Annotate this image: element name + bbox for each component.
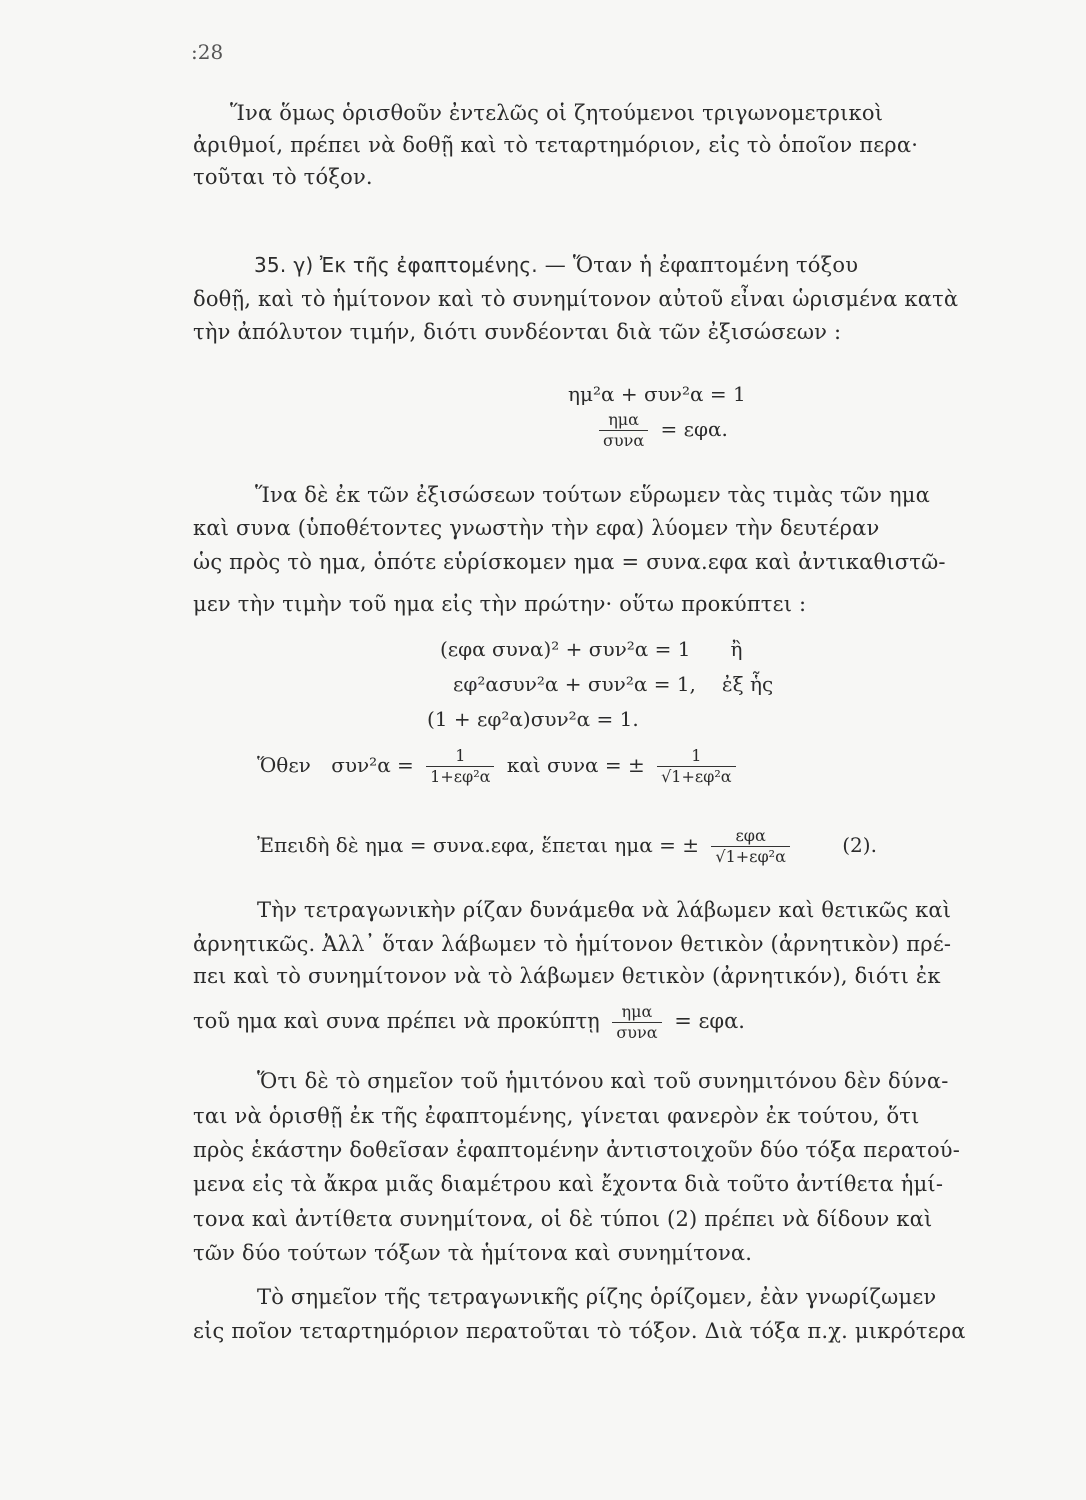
page-number: :28 — [191, 40, 224, 64]
para2-line-2: καὶ συνα (ὑποθέτοντες γνωστὴν τὴν εφα) λύομεν τὴν δευτέραν — [193, 516, 880, 540]
equation-2: $\frac{\text{ημα}}{\text{συνα}}$ = εφα. — [593, 410, 728, 451]
epeidi-equation: Ἐπειδὴ δὲ ημα = συνα.εφα, ἕπεται ημα = ± $\frac{\text{εφα}}{\text{√1+εφ²α}}$ (2). — [257, 826, 877, 866]
othen-equation: Ὅθεν συν²α = $\frac{1}{\text{1+εφ²α}}$ καὶ συνα = ± $\frac{1}{\text{√1+εφ²α}}$ — [257, 746, 742, 787]
para1-line-3: τοῦται τὸ τόξον. — [193, 165, 373, 189]
para5-line-1: Τὸ σημεῖον τῆς τετραγωνικῆς ρίζης ὁρίζομεν, ἐὰν γνωρίζωμεν — [257, 1285, 937, 1309]
section-heading — [254, 253, 858, 277]
section-text: — Ὅταν ἡ ἐφαπτομένη τόξου — [544, 253, 859, 277]
equation-1: ημ²α + συν²α = 1 — [568, 382, 746, 406]
para4-line-2: ται νὰ ὁρισθῇ ἐκ τῆς ἐφαπτομένης, γίνεται φανερὸν ἐκ τούτου, ὅτι — [193, 1104, 920, 1128]
derivation-eq-2: εφ²ασυν²α + συν²α = 1, ἐξ ἧς — [453, 672, 774, 696]
section-line-2: τὴν ἀπόλυτον τιμήν, διότι συνδέονται διὰ τῶν ἐξισώσεων : — [193, 320, 842, 344]
para3-line-1: Τὴν τετραγωνικὴν ρίζαν δυνάμεθα νὰ λάβωμεν καὶ θετικῶς καὶ — [257, 898, 952, 922]
para1-line-1: Ἵνα ὅμως ὁρισθοῦν ἐντελῶς οἱ ζητούμενοι τριγωνομετρικοὶ — [230, 101, 884, 125]
para4-line-1: Ὅτι δὲ τὸ σημεῖον τοῦ ἡμιτόνου καὶ τοῦ συνημιτόνου δὲν δύνα- — [257, 1069, 949, 1093]
para4-line-6: τῶν δύο τούτων τόξων τὰ ἡμίτονα καὶ συνημίτονα. — [193, 1241, 753, 1265]
fraction: $\frac{\text{ημα}}{\text{συνα}}$ — [599, 410, 648, 451]
para3-line-3: πει καὶ τὸ συνημίτονον νὰ τὸ λάβωμεν θετικὸν (ἀρνητικόν), διότι ἐκ — [193, 964, 941, 988]
para1-line-2: ἀριθμοί, πρέπει νὰ δοθῇ καὶ τὸ τεταρτημόριον, εἰς τὸ ὁποῖον περα· — [193, 133, 919, 157]
section-line-1: δοθῇ, καὶ τὸ ἡμίτονον καὶ τὸ συνημίτονον αὐτοῦ εἶναι ὡρισμένα κατὰ — [193, 287, 959, 311]
para2-line-3: ὡς πρὸς τὸ ημα, ὁπότε εὑρίσκομεν ημα = συνα.εφα καὶ ἀντικαθιστῶ- — [193, 550, 946, 574]
para2-line-1: Ἵνα δὲ ἐκ τῶν ἐξισώσεων τούτων εὕρωμεν τὰς τιμὰς τῶν ημα — [255, 483, 931, 507]
para5-line-2: εἰς ποῖον τεταρτημόριον περατοῦται τὸ τόξον. Διὰ τόξα π.χ. μικρότερα — [193, 1319, 966, 1343]
para4-line-4: μενα εἰς τὰ ἄκρα μιᾶς διαμέτρου καὶ ἔχοντα διὰ τοῦτο ἀντίθετα ἡμί- — [193, 1172, 944, 1196]
section-title: γ) Ἐκ τῆς ἐφαπτομένης. — [293, 253, 538, 277]
para3-line-4: τοῦ ημα καὶ συνα πρέπει νὰ προκύπτῃ $\frac{\text{ημα}}{\text{συνα}}$ = εφα. — [193, 1002, 745, 1042]
para4-line-5: τονα καὶ ἀντίθετα συνημίτονα, οἱ δὲ τύποι (2) πρέπει νὰ δίδουν καὶ — [193, 1207, 933, 1231]
para4-line-3: πρὸς ἑκάστην δοθεῖσαν ἐφαπτομένην ἀντιστοιχοῦν δύο τόξα περατού- — [193, 1138, 961, 1162]
derivation-eq-1: (εφα συνα)² + συν²α = 1 ἢ — [440, 637, 743, 661]
derivation-eq-3: (1 + εφ²α)συν²α = 1. — [427, 707, 639, 731]
para3-line-2: ἀρνητικῶς. Ἀλλ᾽ ὅταν λάβωμεν τὸ ἡμίτονον θετικὸν (ἀρνητικὸν) πρέ- — [193, 932, 952, 956]
para2-line-4: μεν τὴν τιμὴν τοῦ ημα εἰς τὴν πρώτην· οὕτω προκύπτει : — [193, 592, 807, 616]
section-number: 35. — [254, 253, 287, 277]
